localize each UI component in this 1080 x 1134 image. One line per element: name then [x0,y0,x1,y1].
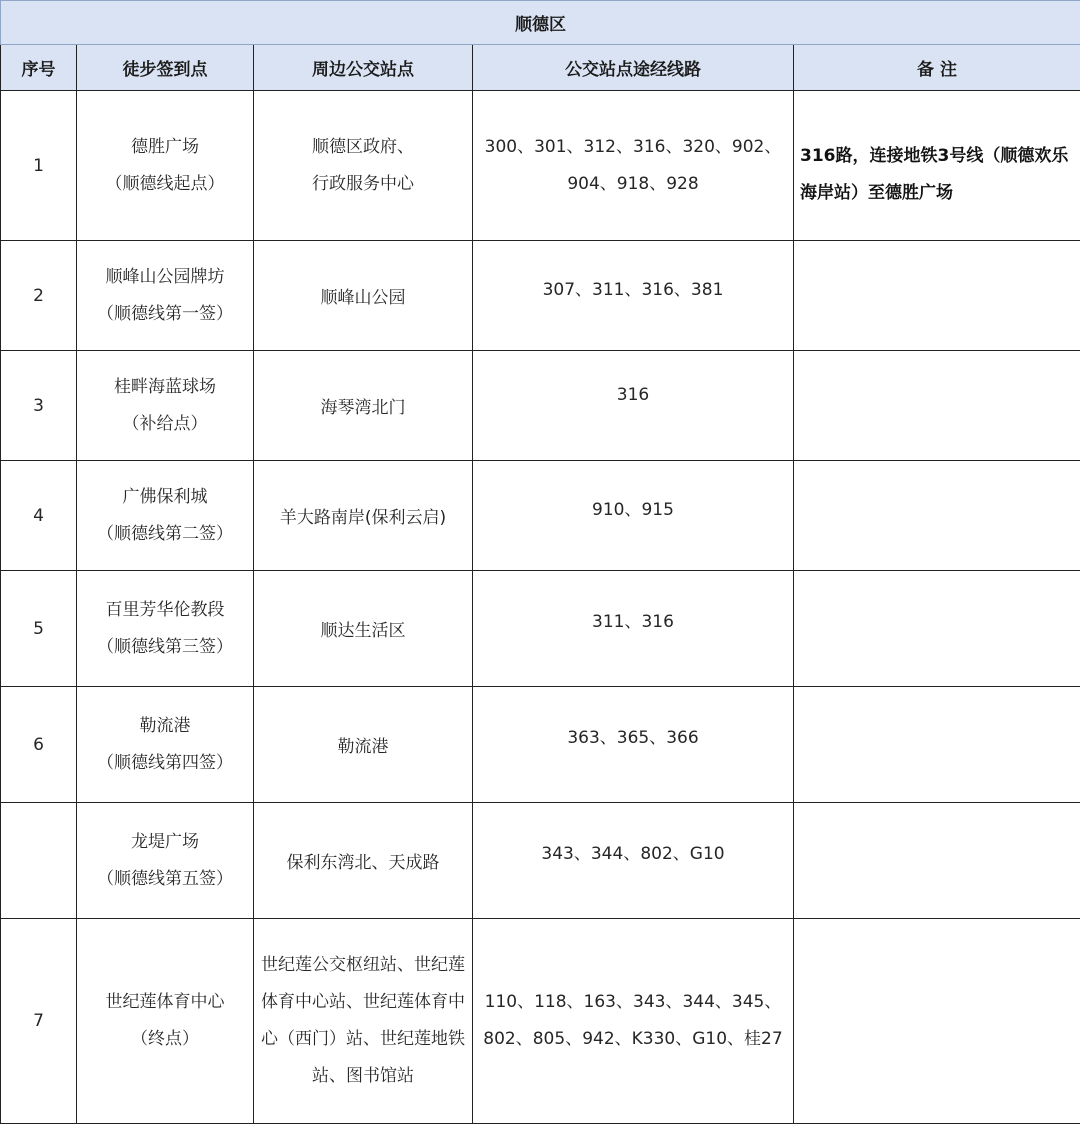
stations-cell: 顺达生活区 [254,571,473,687]
routes-line: 110、118、163、343、344、345、 [484,992,782,1012]
checkin-sub: （补给点） [122,413,208,434]
header-row [1,45,1080,91]
routes-line: 904、918、928 [567,173,699,194]
checkin-cell [77,571,254,687]
row-no [1,803,77,919]
checkin-name: 龙堤广场 [131,831,199,852]
stations-cell: 海琴湾北门 [254,351,473,461]
checkin-cell [77,461,254,571]
stations-cell: 顺峰山公园 [254,241,473,351]
routes-cell: 343、344、802、G10 [473,803,794,919]
stations-line: 行政服务中心 [312,173,414,194]
routes-line: 300、301、312、316、320、902、 [484,136,782,157]
stations-cell: 羊大路南岸(保利云启) [254,461,473,571]
row-no: 1 [1,91,77,241]
row-no: 3 [1,351,77,461]
checkin-name: 桂畔海蓝球场 [114,376,216,397]
remark-cell [794,241,1080,351]
stations-cell: 世纪莲公交枢纽站、世纪莲体育中心站、世纪莲体育中心（西门）站、世纪莲地铁站、图书馆站 [254,919,473,1124]
table-row [1,241,1080,351]
routes-cell: 307、311、316、381 [473,241,794,351]
checkin-name: 世纪莲体育中心 [105,992,225,1012]
header-remark: 备 注 [794,45,1080,91]
checkin-cell [77,241,254,351]
header-routes: 公交站点途经线路 [473,45,794,91]
remark-cell [794,919,1080,1124]
header-stations: 周边公交站点 [254,45,473,91]
routes-cell [473,91,794,241]
checkin-cell [77,919,254,1124]
stations-cell: 保利东湾北、天成路 [254,803,473,919]
row-no: 5 [1,571,77,687]
remark-cell [794,571,1080,687]
remark-cell [794,803,1080,919]
checkin-sub: （顺德线起点） [105,173,225,194]
checkin-cell [77,91,254,241]
table-row [1,351,1080,461]
remark-cell [794,351,1080,461]
checkin-cell [77,803,254,919]
checkin-sub: （顺德线第五签） [97,868,233,889]
table-row [1,919,1080,1124]
checkin-name: 百里芳华伦教段 [105,599,225,620]
row-no: 6 [1,687,77,803]
checkin-name: 勒流港 [139,715,191,736]
routes-cell: 316 [473,351,794,461]
header-no: 序号 [1,45,77,91]
checkin-sub: （顺德线第三签） [97,636,233,657]
checkin-name: 德胜广场 [131,136,199,157]
routes-cell [473,919,794,1124]
table-title-row [1,1,1080,45]
table-row [1,803,1080,919]
checkin-sub: （顺德线第一签） [97,303,233,324]
routes-line: 802、805、942、K330、G10、桂27 [483,1029,783,1049]
header-checkin: 徒步签到点 [77,45,254,91]
row-no: 2 [1,241,77,351]
checkin-name: 广佛保利城 [122,486,208,507]
remark-cell [794,461,1080,571]
checkin-cell [77,687,254,803]
table-title: 顺德区 [1,1,1080,45]
table-row [1,91,1080,241]
table-row [1,687,1080,803]
stations-cell: 勒流港 [254,687,473,803]
stations-line: 顺德区政府、 [312,136,414,157]
checkin-sub: （顺德线第二签） [97,523,233,544]
checkin-cell [77,351,254,461]
remark-cell [794,687,1080,803]
stations-cell [254,91,473,241]
remark-cell: 316路，连接地铁3号线（顺德欢乐海岸站）至德胜广场 [794,91,1080,241]
routes-cell: 910、915 [473,461,794,571]
routes-cell: 363、365、366 [473,687,794,803]
checkin-sub: （终点） [131,1029,199,1049]
checkin-sub: （顺德线第四签） [97,752,233,773]
row-no: 4 [1,461,77,571]
checkin-name: 顺峰山公园牌坊 [105,266,225,287]
routes-cell: 311、316 [473,571,794,687]
row-no: 7 [1,919,77,1124]
table-row [1,461,1080,571]
table-row [1,571,1080,687]
